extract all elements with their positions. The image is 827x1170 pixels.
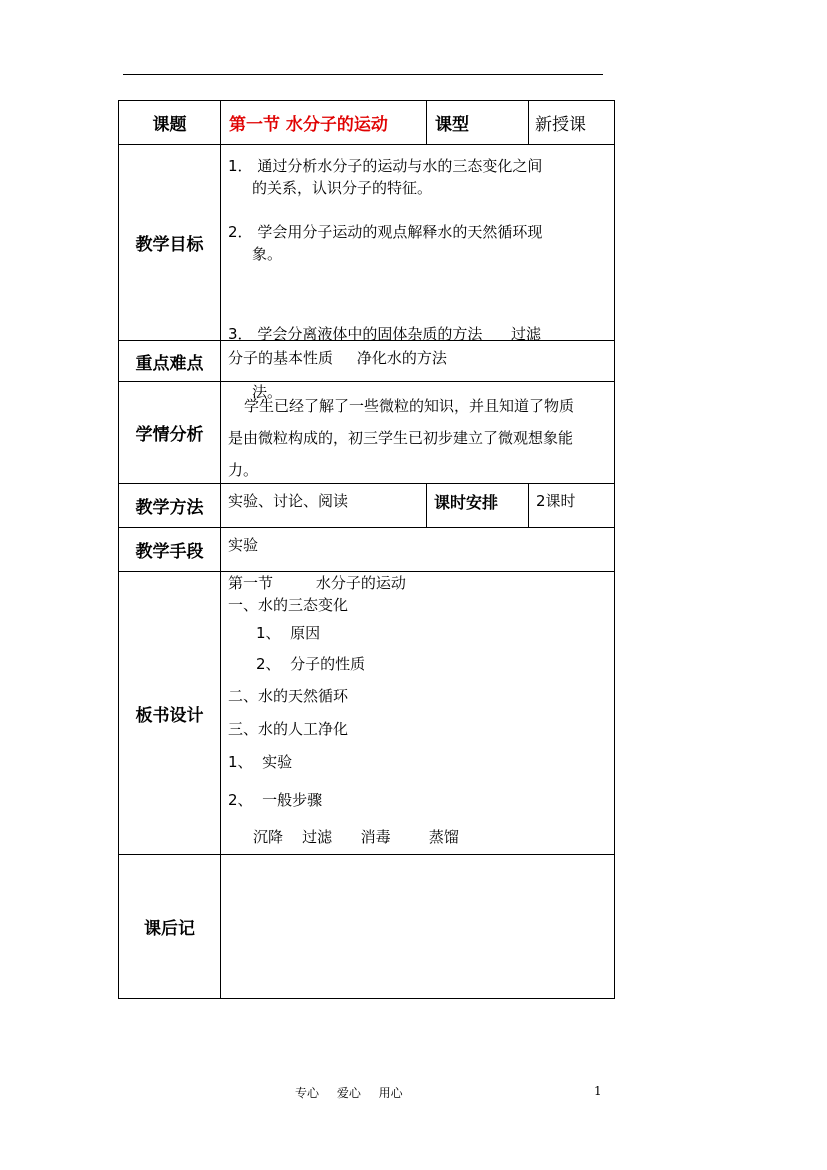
board-line: 第一节 水分子的运动 [228, 574, 406, 592]
lesson-plan-table [118, 100, 615, 999]
hours-label: 课时安排 [427, 484, 529, 528]
row-board [119, 572, 615, 855]
board-line: 三、水的人工净化 [228, 720, 349, 738]
page-footer [0, 1084, 827, 1104]
course-label: 课题 [119, 101, 221, 145]
method-value: 实验、讨论、阅读 [221, 484, 427, 528]
row-objectives [119, 145, 615, 341]
row-method [119, 484, 615, 528]
type-value: 新授课 [529, 101, 615, 145]
board-cell [221, 572, 615, 855]
course-title: 第一节 水分子的运动 [229, 115, 388, 135]
board-line: 一、水的三态变化 [228, 596, 349, 614]
analysis-cell: 学生已经了解了一些微粒的知识，并且知道了物质 是由微粒构成的，初三学生已初步建立了微观想象能 力。 [221, 382, 615, 484]
objective-item: 1． 通过分析水分子的运动与水的三态变化之间 的关系，认识分子的特征。 [228, 157, 543, 197]
means-value: 实验 [221, 528, 615, 572]
key-points-value: 分子的基本性质 净化水的方法 [221, 341, 615, 382]
objectives-label: 教学目标 [119, 145, 221, 341]
type-label: 课型 [427, 101, 529, 145]
analysis-label: 学情分析 [119, 382, 221, 484]
means-label: 教学手段 [119, 528, 221, 572]
board-line: 1、 实验 [228, 753, 293, 771]
method-label: 教学方法 [119, 484, 221, 528]
board-label: 板书设计 [119, 572, 221, 855]
page-number: 1 [594, 1084, 602, 1098]
row-means [119, 528, 615, 572]
board-line: 2、 分子的性质 [256, 655, 366, 673]
header-rule [123, 74, 603, 75]
board-line: 沉降 过滤 消毒 蒸馏 [253, 828, 459, 846]
footer-motto: 专心 爱心 用心 [295, 1086, 403, 1100]
board-line: 1、 原因 [256, 624, 321, 642]
row-analysis [119, 382, 615, 484]
notes-value [221, 855, 615, 999]
row-notes [119, 855, 615, 999]
board-line: 2、 一般步骤 [228, 791, 323, 809]
objective-item: 2． 学会用分子运动的观点解释水的天然循环现 象。 [228, 223, 543, 263]
objective-item: 3． 学会分离液体中的固体杂质的方法 过滤 法。 [228, 325, 541, 401]
notes-label: 课后记 [119, 855, 221, 999]
hours-value: 2课时 [529, 484, 615, 528]
key-points-label: 重点难点 [119, 341, 221, 382]
row-course [119, 101, 615, 145]
board-line: 二、水的天然循环 [228, 687, 349, 705]
